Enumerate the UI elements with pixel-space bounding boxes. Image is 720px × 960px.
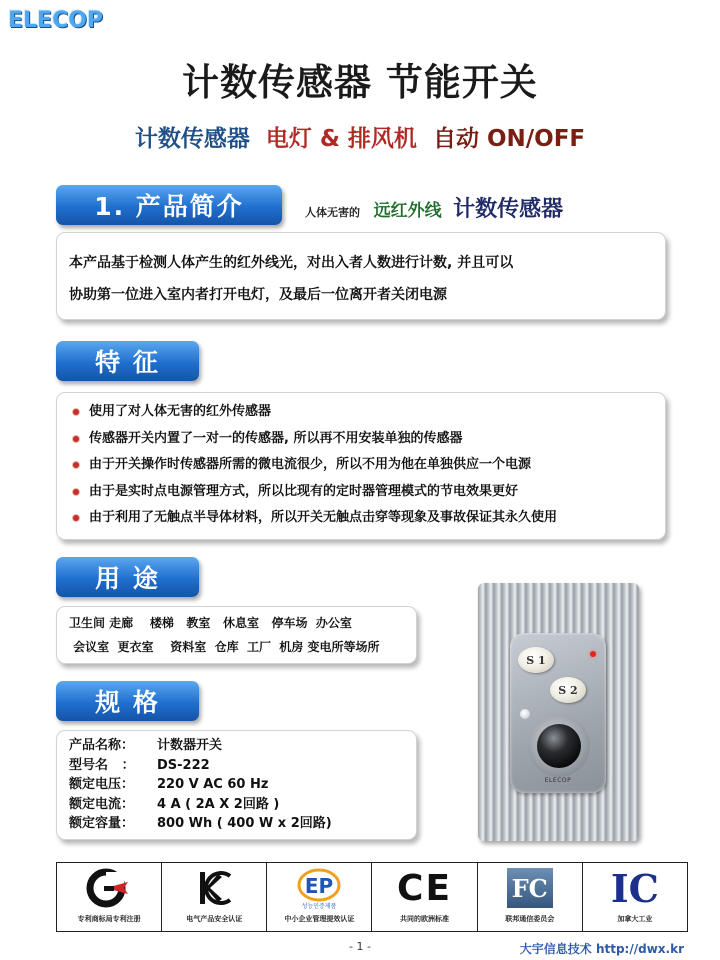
certification-table xyxy=(56,862,688,932)
features-box xyxy=(56,392,666,540)
patent-logo-icon xyxy=(57,863,161,913)
subtitle-part1: 计数传感器 xyxy=(134,126,250,152)
footer-company: 大宇信息技术 http://dwx.kr xyxy=(519,942,684,956)
bullet-icon xyxy=(73,515,79,521)
cert-cell: 电气产品安全认证 xyxy=(162,863,267,932)
cert-cell: EP 성능인증제품 中小企业管理提效认证 xyxy=(267,863,372,932)
s2-button-graphic: S 2 xyxy=(550,677,586,703)
tagline-big: 计数传感器 xyxy=(453,197,564,222)
svg-text:성능인증제품: 성능인증제품 xyxy=(302,903,337,910)
ce-logo-icon: CE xyxy=(397,867,453,909)
s1-button-graphic: S 1 xyxy=(518,647,554,673)
kc-logo-icon xyxy=(162,863,266,913)
intro-line: 协助第一位进入室内者打开电灯，及最后一位离开者关闭电源 xyxy=(69,287,447,303)
spec-row: 额定容量： 800 Wh ( 400 W x 2回路) xyxy=(69,816,332,831)
features-heading: 特 征 xyxy=(56,341,199,381)
feature-item: 使用了对人体无害的红外传感器 xyxy=(73,399,665,426)
feature-item: 由于利用了无触点半导体材料，所以开关无触点击穿等现象及事故保证其永久使用 xyxy=(73,505,665,532)
plate-brand: ELECOP xyxy=(544,777,572,784)
ep-logo-icon xyxy=(267,863,371,913)
subtitle-part3: 自动 ON/OFF xyxy=(432,126,586,152)
spec-row: 额定电压： 220 V AC 60 Hz xyxy=(69,777,269,792)
cert-cell: CE 共同的欧洲标准 xyxy=(372,863,477,932)
svg-text:EP: EP xyxy=(305,874,334,898)
ic-logo-icon: IC xyxy=(610,865,659,911)
product-image xyxy=(478,583,639,841)
fcc-logo-icon: FC xyxy=(478,863,582,913)
feature-item: 传感器开关内置了一对一的传感器, 所以再不用安装单独的传感器 xyxy=(73,426,665,453)
cert-cell: FC 联邦通信委员会 xyxy=(477,863,582,932)
page-title: 计数传感器 节能开关 xyxy=(182,61,538,104)
page-number: - 1 - xyxy=(349,940,371,953)
page-subtitle xyxy=(0,120,720,153)
feature-item: 由于开关操作时传感器所需的微电流很少，所以不用为他在单独供应一个电源 xyxy=(73,452,665,479)
subtitle-part2: 电灯 & 排风机 xyxy=(265,126,417,152)
indicator-icon xyxy=(520,709,530,719)
cert-cell: 专利商标局专利注册 xyxy=(57,863,162,932)
cert-cell: IC 加拿大工业 xyxy=(582,863,687,932)
feature-item: 由于是实时点电源管理方式，所以比现有的定时器管理模式的节电效果更好 xyxy=(73,479,665,506)
tagline-mid: 远红外线 xyxy=(373,201,442,221)
bullet-icon xyxy=(73,409,79,415)
spec-row: 型号名 ： DS-222 xyxy=(69,757,210,773)
usage-box xyxy=(56,606,417,664)
intro-heading: 1. 产品简介 xyxy=(56,185,282,225)
brand-logo: ELECOP xyxy=(8,8,104,33)
intro-line: 本产品基于检测人体产生的红外线光，对出入者人数进行计数, 并且可以 xyxy=(69,255,514,271)
spec-row: 产品名称： 计数器开关 xyxy=(69,738,223,753)
intro-tagline xyxy=(305,192,563,223)
switch-plate xyxy=(510,633,606,793)
usage-line: 卫生间 走廊 楼梯 教室 休息室 停车场 办公室 xyxy=(69,616,352,630)
usage-heading: 用 途 xyxy=(56,557,199,597)
specs-box xyxy=(56,730,417,840)
usage-line: 会议室 更衣室 资料室 仓库 工厂 机房 变电所等场所 xyxy=(69,640,380,654)
specs-heading: 规 格 xyxy=(56,681,199,721)
sensor-icon xyxy=(528,715,590,777)
tagline-small: 人体无害的 xyxy=(305,206,360,219)
bullet-icon xyxy=(73,462,79,468)
spec-row: 额定电流： 4 A ( 2A X 2回路 ) xyxy=(69,796,280,812)
intro-box xyxy=(56,232,666,320)
red-led-icon xyxy=(590,651,596,657)
bullet-icon xyxy=(73,489,79,495)
bullet-icon xyxy=(73,436,79,442)
